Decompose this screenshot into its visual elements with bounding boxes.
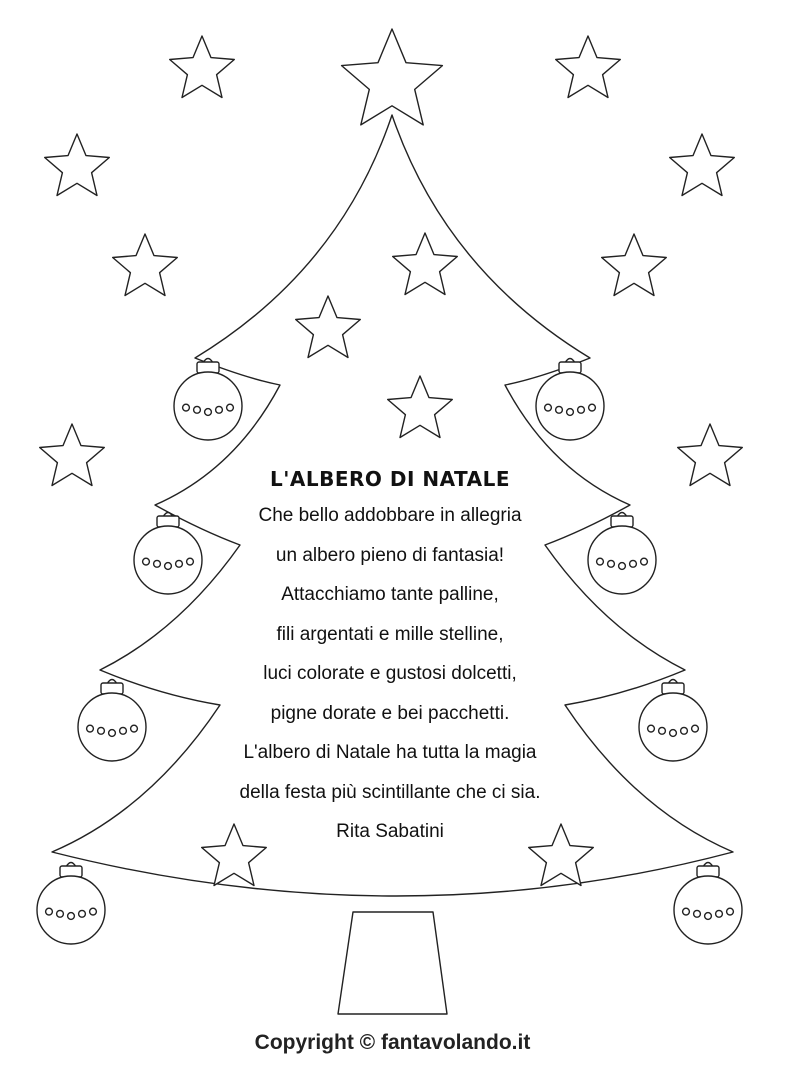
ornament-dot xyxy=(183,404,190,411)
star-icon xyxy=(170,36,235,98)
ornament-dot xyxy=(556,406,563,413)
star-icon xyxy=(45,134,110,196)
star-icon xyxy=(40,424,105,486)
ornament-dot xyxy=(619,563,626,570)
ornament-dot xyxy=(641,558,648,565)
ornament-dot xyxy=(205,409,212,416)
ornament-dot xyxy=(227,404,234,411)
star-icon xyxy=(670,134,735,196)
ornament-ball-icon xyxy=(639,680,707,762)
ornament-dot xyxy=(648,725,655,732)
tree-topper-star-icon xyxy=(342,29,443,125)
ornament-dot xyxy=(670,730,677,737)
poem-line-1: Che bello addobbare in allegria xyxy=(258,505,522,526)
poem-line-3: Attacchiamo tante palline, xyxy=(281,584,499,605)
ornament-dot xyxy=(120,727,127,734)
poem-line-4: fili argentati e mille stelline, xyxy=(276,623,504,645)
ornament-dot xyxy=(109,730,116,737)
ornament-dot xyxy=(683,908,690,915)
ornament-dot xyxy=(87,725,94,732)
ornament-dot xyxy=(90,908,97,915)
ornament-dot xyxy=(143,558,150,565)
ornament-dot xyxy=(194,406,201,413)
ornament-dot xyxy=(681,727,688,734)
ornament-dot xyxy=(705,913,712,920)
ornament-dot xyxy=(545,404,552,411)
ornament-dot xyxy=(216,406,223,413)
ornament-dot xyxy=(694,910,701,917)
poem-author: Rita Sabatini xyxy=(336,821,444,842)
poem-line-5: luci colorate e gustosi dolcetti, xyxy=(263,663,517,684)
poem-block xyxy=(170,462,610,852)
star-icon xyxy=(602,234,667,296)
ornament-dot xyxy=(692,725,699,732)
ornament-dot xyxy=(154,560,161,567)
ornament-ball-icon xyxy=(37,863,105,945)
poem-line-8: della festa più scintillante che ci sia. xyxy=(239,781,541,803)
star-icon xyxy=(678,424,743,486)
star-icon xyxy=(113,234,178,296)
ornament-dot xyxy=(68,913,75,920)
ornament-ball-icon xyxy=(674,863,742,945)
star-icon xyxy=(556,36,621,98)
ornament-dot xyxy=(716,910,723,917)
copyright-notice: Copyright © fantavolando.it xyxy=(254,1031,531,1054)
ornament-ball-icon xyxy=(78,680,146,762)
ornament-dot xyxy=(578,406,585,413)
ornament-dot xyxy=(57,910,64,917)
ornament-dot xyxy=(589,404,596,411)
poem-line-6: pigne dorate e bei pacchetti. xyxy=(270,702,510,724)
ornament-dot xyxy=(659,727,666,734)
poem-line-7: L'albero di Natale ha tutta la magia xyxy=(243,742,537,763)
ornament-dot xyxy=(79,910,86,917)
ornament-dot xyxy=(727,908,734,915)
ornament-dot xyxy=(98,727,105,734)
ornament-dot xyxy=(567,409,574,416)
tree-trunk xyxy=(338,912,447,1014)
ornament-dot xyxy=(46,908,53,915)
poem-title: L'ALBERO DI NATALE xyxy=(269,467,510,491)
poem-line-2: un albero pieno di fantasia! xyxy=(275,544,505,566)
ornament-dot xyxy=(630,560,637,567)
ornament-dot xyxy=(131,725,138,732)
